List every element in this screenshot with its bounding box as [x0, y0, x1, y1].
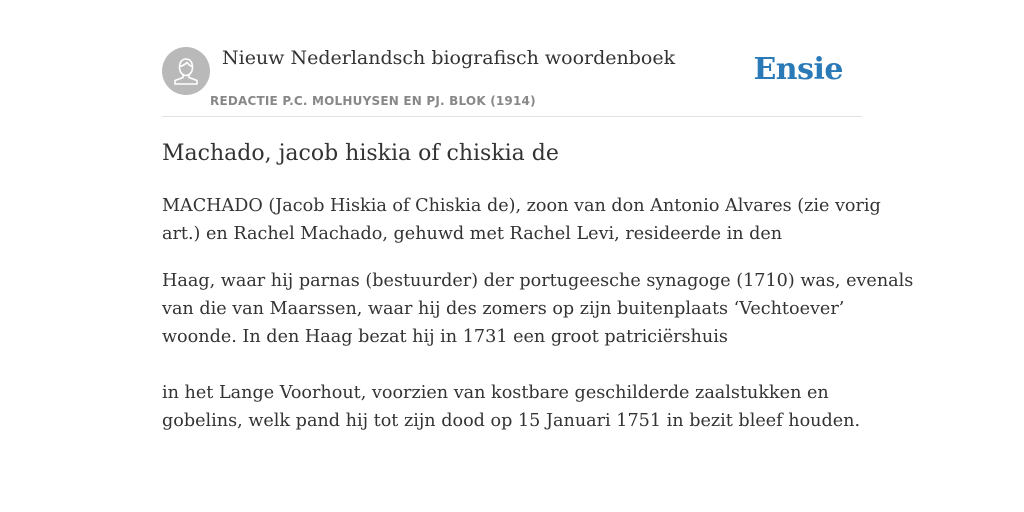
paragraph-line: MACHADO (Jacob Hiskia of Chiskia de), zoon van don Antonio Alvares (zie vorig: [162, 196, 881, 216]
paragraph-line: gobelins, welk pand hij tot zijn dood op 15 Januari 1751 in bezit bleef houden.: [162, 411, 861, 431]
source-header: [162, 46, 862, 117]
article: [162, 138, 914, 435]
ensie-logo[interactable]: Ensie: [753, 52, 843, 87]
paragraph-line: in het Lange Voorhout, voorzien van kostbare geschilderde zaalstukken en: [162, 383, 829, 403]
source-title[interactable]: Nieuw Nederlandsch biografisch woordenboek: [222, 47, 676, 69]
user-icon: [162, 47, 210, 95]
article-paragraph: [162, 379, 862, 435]
source-editors: REDACTIE P.C. MOLHUYSEN EN PJ. BLOK (1914): [210, 94, 536, 108]
paragraph-line: Haag, waar hij parnas (bestuurder) der portugeesche synagoge (1710) was, evenals: [162, 271, 914, 291]
paragraph-line: art.) en Rachel Machado, gehuwd met Rachel Levi, resideerde in den: [162, 224, 783, 244]
paragraph-line: van die van Maarssen, waar hij des zomers op zijn buitenplaats ‘Vechtoever’: [162, 299, 845, 319]
article-title: Machado, jacob hiskia of chiskia de: [162, 141, 559, 166]
paragraph-line: woonde. In den Haag bezat hij in 1731 een groot patriciërshuis: [162, 327, 728, 347]
article-paragraph: [162, 192, 881, 248]
article-paragraph: [162, 267, 914, 351]
